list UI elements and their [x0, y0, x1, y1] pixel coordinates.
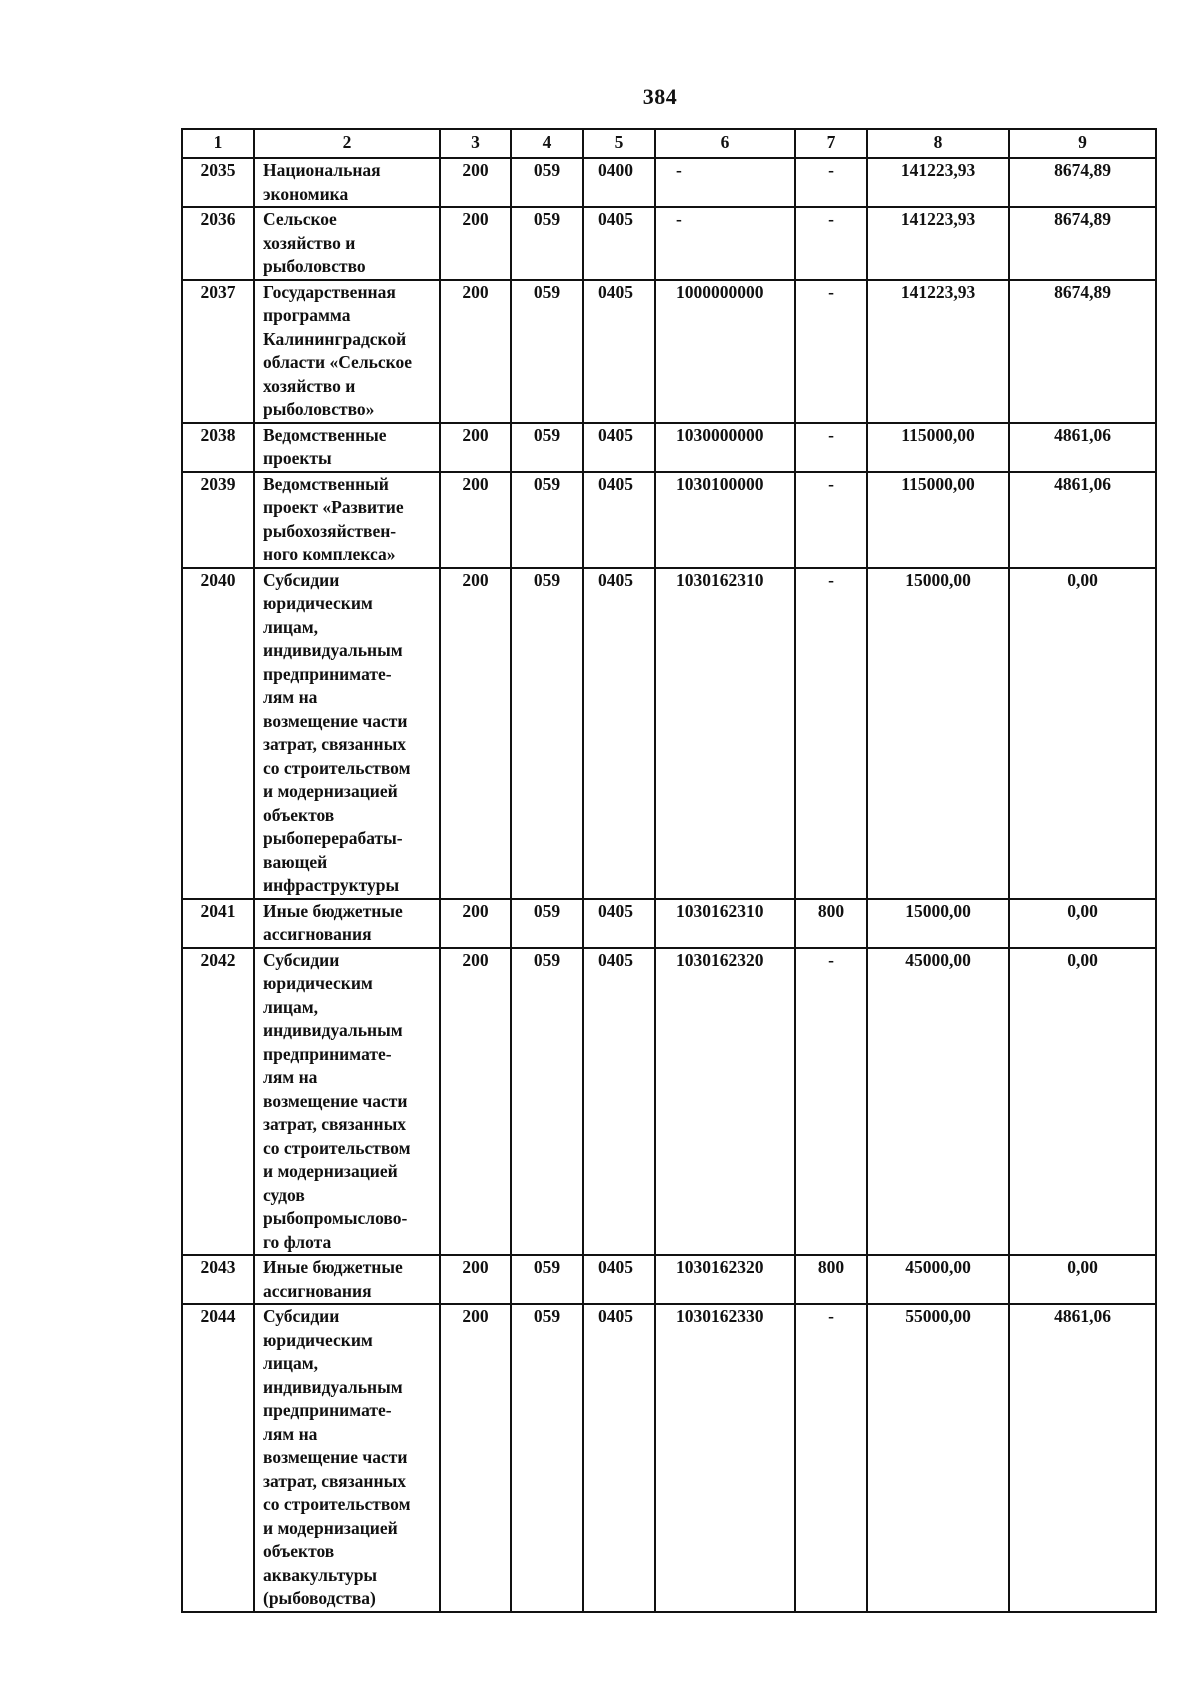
row-number-cell: 2038: [182, 423, 254, 472]
row-number-cell: 2036: [182, 207, 254, 280]
table-row: [182, 423, 1156, 472]
header-row: [182, 129, 1156, 158]
section-cell: 0405: [583, 280, 655, 423]
amount-cell: 15000,00: [867, 899, 1009, 948]
description-cell: Субсидии юридическим лицам, индивидуальным предпринимате- лям на возмещение части затрат, связанных со строительством и модернизацией объектов аквакультуры (рыбоводства): [254, 1304, 440, 1612]
code-cell: 200: [440, 207, 511, 280]
code-cell: 200: [440, 1304, 511, 1612]
table-row: [182, 280, 1156, 423]
code-cell: 059: [511, 948, 583, 1256]
section-cell: 0400: [583, 158, 655, 207]
column-header: 8: [867, 129, 1009, 158]
column-header: 9: [1009, 129, 1156, 158]
table-row: [182, 948, 1156, 1256]
target-code-cell: 1000000000: [655, 280, 795, 423]
description-cell: Национальная экономика: [254, 158, 440, 207]
expense-type-cell: -: [795, 423, 867, 472]
code-cell: 200: [440, 899, 511, 948]
section-cell: 0405: [583, 899, 655, 948]
row-number-cell: 2037: [182, 280, 254, 423]
row-number-cell: 2043: [182, 1255, 254, 1304]
amount-cell: 8674,89: [1009, 158, 1156, 207]
section-cell: 0405: [583, 1255, 655, 1304]
table-body: [182, 158, 1156, 1612]
code-cell: 200: [440, 948, 511, 1256]
target-code-cell: -: [655, 207, 795, 280]
column-header: 2: [254, 129, 440, 158]
code-cell: 059: [511, 423, 583, 472]
target-code-cell: 1030162330: [655, 1304, 795, 1612]
expense-type-cell: -: [795, 948, 867, 1256]
section-cell: 0405: [583, 423, 655, 472]
column-header: 4: [511, 129, 583, 158]
amount-cell: 45000,00: [867, 1255, 1009, 1304]
expense-type-cell: -: [795, 158, 867, 207]
expense-type-cell: -: [795, 1304, 867, 1612]
table-row: [182, 1255, 1156, 1304]
amount-cell: 141223,93: [867, 207, 1009, 280]
column-header: 1: [182, 129, 254, 158]
amount-cell: 115000,00: [867, 423, 1009, 472]
row-number-cell: 2041: [182, 899, 254, 948]
expense-type-cell: 800: [795, 899, 867, 948]
description-cell: Иные бюджетные ассигнования: [254, 899, 440, 948]
code-cell: 200: [440, 280, 511, 423]
code-cell: 059: [511, 207, 583, 280]
code-cell: 200: [440, 472, 511, 568]
description-cell: Ведомственные проекты: [254, 423, 440, 472]
table-row: [182, 207, 1156, 280]
description-cell: Субсидии юридическим лицам, индивидуальным предпринимате- лям на возмещение части затрат, связанных со строительством и модернизацией судов рыбопромыслово- го флота: [254, 948, 440, 1256]
description-cell: Субсидии юридическим лицам, индивидуальным предпринимате- лям на возмещение части затрат, связанных со строительством и модернизацией объектов рыбоперерабаты- вающей инфраструктуры: [254, 568, 440, 899]
row-number-cell: 2044: [182, 1304, 254, 1612]
code-cell: 059: [511, 280, 583, 423]
column-header: 7: [795, 129, 867, 158]
description-cell: Сельское хозяйство и рыболовство: [254, 207, 440, 280]
target-code-cell: 1030162320: [655, 1255, 795, 1304]
expense-type-cell: -: [795, 207, 867, 280]
amount-cell: 141223,93: [867, 158, 1009, 207]
code-cell: 200: [440, 1255, 511, 1304]
code-cell: 059: [511, 899, 583, 948]
amount-cell: 0,00: [1009, 899, 1156, 948]
code-cell: 059: [511, 568, 583, 899]
code-cell: 200: [440, 158, 511, 207]
budget-table: [181, 128, 1157, 1613]
amount-cell: 0,00: [1009, 568, 1156, 899]
row-number-cell: 2040: [182, 568, 254, 899]
target-code-cell: 1030100000: [655, 472, 795, 568]
section-cell: 0405: [583, 207, 655, 280]
code-cell: 059: [511, 158, 583, 207]
column-header: 3: [440, 129, 511, 158]
expense-type-cell: 800: [795, 1255, 867, 1304]
amount-cell: 4861,06: [1009, 423, 1156, 472]
description-cell: Иные бюджетные ассигнования: [254, 1255, 440, 1304]
target-code-cell: 1030162310: [655, 899, 795, 948]
expense-type-cell: -: [795, 568, 867, 899]
target-code-cell: -: [655, 158, 795, 207]
description-cell: Ведомственный проект «Развитие рыбохозяйствен- ного комплекса»: [254, 472, 440, 568]
amount-cell: 4861,06: [1009, 1304, 1156, 1612]
section-cell: 0405: [583, 1304, 655, 1612]
code-cell: 059: [511, 1304, 583, 1612]
expense-type-cell: -: [795, 280, 867, 423]
amount-cell: 45000,00: [867, 948, 1009, 1256]
code-cell: 059: [511, 1255, 583, 1304]
expense-type-cell: -: [795, 472, 867, 568]
amount-cell: 0,00: [1009, 948, 1156, 1256]
table-row: [182, 1304, 1156, 1612]
column-header: 5: [583, 129, 655, 158]
code-cell: 200: [440, 423, 511, 472]
table-row: [182, 472, 1156, 568]
amount-cell: 0,00: [1009, 1255, 1156, 1304]
target-code-cell: 1030162310: [655, 568, 795, 899]
amount-cell: 15000,00: [867, 568, 1009, 899]
amount-cell: 4861,06: [1009, 472, 1156, 568]
amount-cell: 8674,89: [1009, 207, 1156, 280]
code-cell: 059: [511, 472, 583, 568]
target-code-cell: 1030000000: [655, 423, 795, 472]
amount-cell: 115000,00: [867, 472, 1009, 568]
table-row: [182, 568, 1156, 899]
table-row: [182, 899, 1156, 948]
section-cell: 0405: [583, 472, 655, 568]
row-number-cell: 2035: [182, 158, 254, 207]
section-cell: 0405: [583, 568, 655, 899]
row-number-cell: 2039: [182, 472, 254, 568]
amount-cell: 141223,93: [867, 280, 1009, 423]
amount-cell: 55000,00: [867, 1304, 1009, 1612]
table-row: [182, 158, 1156, 207]
section-cell: 0405: [583, 948, 655, 1256]
target-code-cell: 1030162320: [655, 948, 795, 1256]
row-number-cell: 2042: [182, 948, 254, 1256]
amount-cell: 8674,89: [1009, 280, 1156, 423]
page-number: 384: [642, 84, 678, 109]
code-cell: 200: [440, 568, 511, 899]
column-header: 6: [655, 129, 795, 158]
description-cell: Государственная программа Калининградской области «Сельское хозяйство и рыболовство»: [254, 280, 440, 423]
